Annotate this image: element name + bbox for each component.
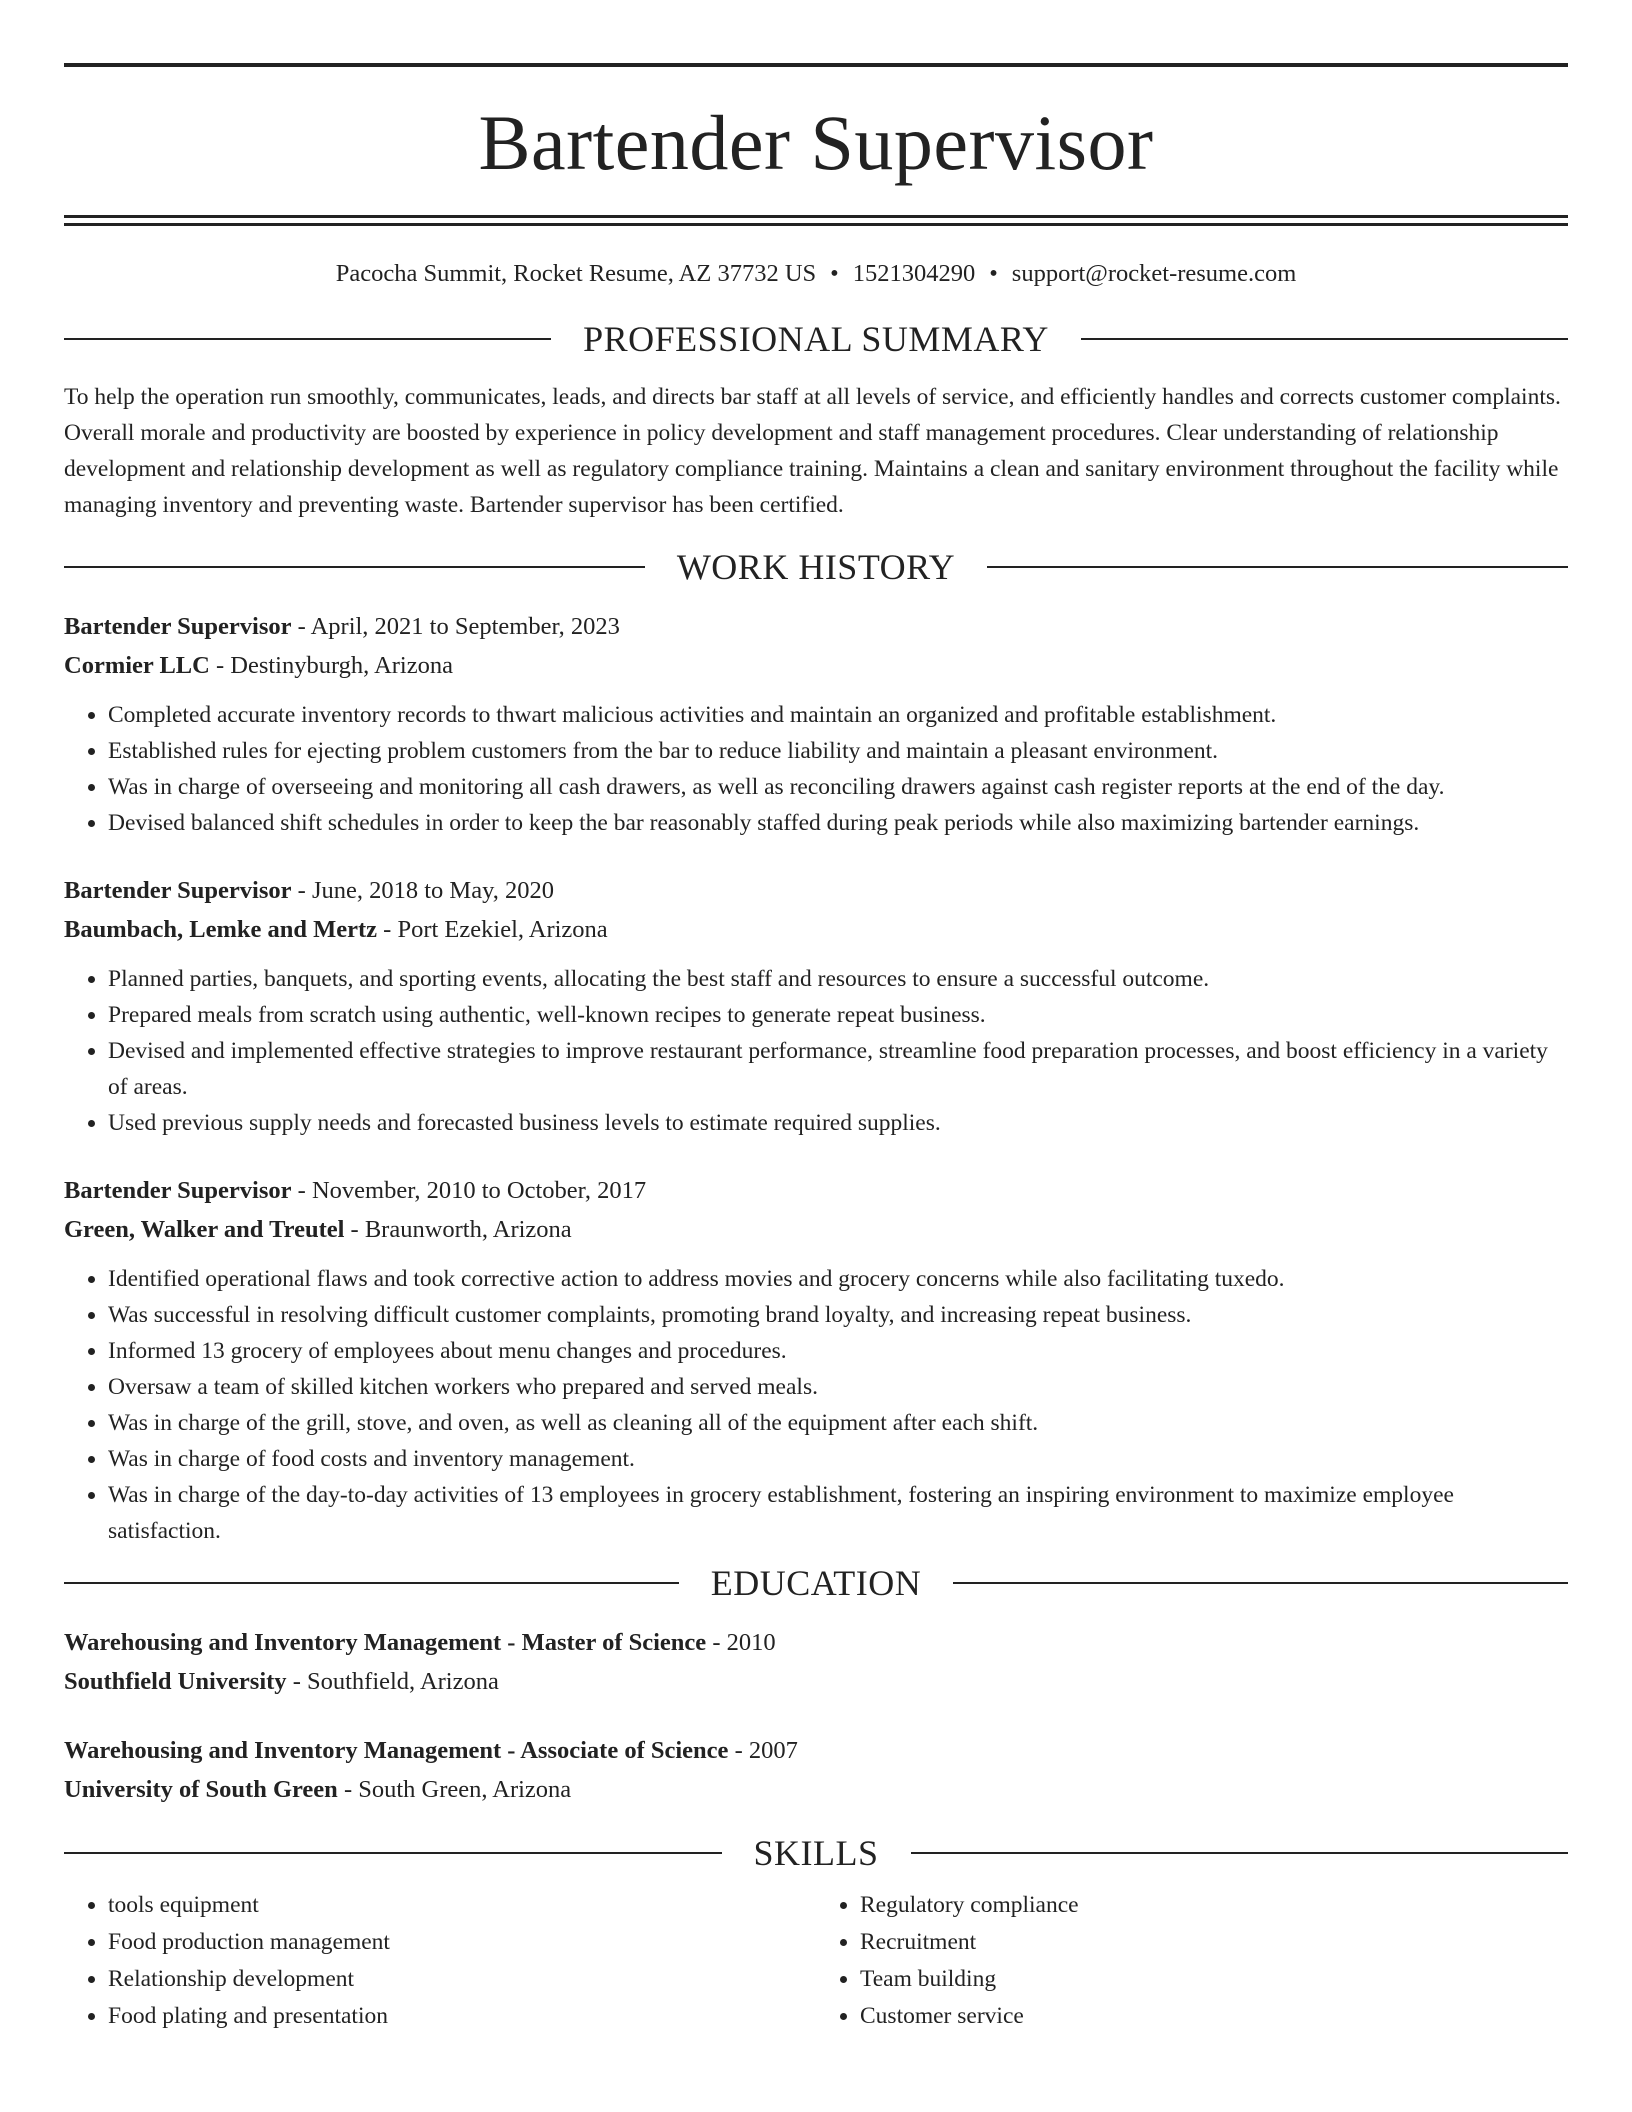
- divider-line: [911, 1852, 1569, 1854]
- job-location: - Braunworth, Arizona: [344, 1215, 572, 1243]
- list-item: • Completed accurate inventory records to thwart malicious activities and maintain an organized and profitable establishment.: [108, 697, 1568, 733]
- education-entry: [64, 1731, 1568, 1809]
- list-item: • Recruitment: [860, 1924, 1568, 1961]
- list-item: • Was successful in resolving difficult customer complaints, promoting brand loyalty, and increasing repeat business.: [108, 1297, 1568, 1333]
- list-item: • Identified operational flaws and took corrective action to address movies and grocery concerns while also facilitating tuxedo.: [108, 1261, 1568, 1297]
- list-item: • Used previous supply needs and forecasted business levels to estimate required supplies.: [108, 1105, 1568, 1141]
- list-item: • Team building: [860, 1961, 1568, 1998]
- degree: Warehousing and Inventory Management - Master of Science: [64, 1628, 707, 1656]
- list-item: • Was in charge of food costs and inventory management.: [108, 1441, 1568, 1477]
- list-item: • Devised balanced shift schedules in order to keep the bar reasonably staffed during peak periods while also maximizing bartender earnings.: [108, 805, 1568, 841]
- section-title: SKILLS: [753, 1832, 879, 1873]
- list-item: • Oversaw a team of skilled kitchen workers who prepared and served meals.: [108, 1369, 1568, 1405]
- school-line: [64, 1662, 1568, 1701]
- job-company-line: [64, 1210, 1568, 1249]
- list-item: • Was in charge of the day-to-day activities of 13 employees in grocery establishment, fostering an inspiring environment to maximize employee satisfaction.: [108, 1477, 1568, 1549]
- job-dates: - June, 2018 to May, 2020: [291, 876, 554, 904]
- divider-line: [1081, 338, 1568, 340]
- job-company: Cormier LLC: [64, 651, 210, 679]
- job-title-line: [64, 1171, 1568, 1210]
- list-item: • Regulatory compliance: [860, 1887, 1568, 1924]
- job-title-line: [64, 871, 1568, 910]
- list-item: • Devised and implemented effective strategies to improve restaurant performance, streamline food preparation processes, and boost efficiency in a variety of areas.: [108, 1033, 1568, 1105]
- list-item: • Was in charge of the grill, stove, and oven, as well as cleaning all of the equipment after each shift.: [108, 1405, 1568, 1441]
- job-company-line: [64, 910, 1568, 949]
- school-line: [64, 1770, 1568, 1809]
- divider-line: [64, 338, 551, 340]
- summary-text: To help the operation run smoothly, communicates, leads, and directs bar staff at all levels of service, and efficiently handles and corrects customer complaints. Overall morale and productivity are boosted by experience in policy development and staff management procedures. Clear understanding of relationship development and relationship development as well as regulatory compliance training. Maintains a clean and sanitary environment throughout the facility while managing inventory and preventing waste. Bartender supervisor has been certified.: [64, 383, 1561, 518]
- section-title: PROFESSIONAL SUMMARY: [583, 318, 1049, 359]
- job-company: Baumbach, Lemke and Mertz: [64, 915, 378, 943]
- school: Southfield University: [64, 1667, 287, 1695]
- contact-phone: 1521304290: [852, 260, 976, 287]
- job-bullets: [64, 697, 1568, 841]
- degree: Warehousing and Inventory Management - Associate of Science: [64, 1736, 729, 1764]
- graduation-year: - 2010: [706, 1628, 776, 1656]
- contact-line: [64, 262, 1568, 287]
- list-item: • Food plating and presentation: [108, 1998, 816, 2035]
- job-entry: [64, 1171, 1568, 1549]
- job-title: Bartender Supervisor: [64, 1176, 292, 1204]
- job-entry: [64, 871, 1568, 1141]
- job-company-line: [64, 646, 1568, 685]
- job-title-line: [64, 607, 1568, 646]
- section-header-work-history: [64, 546, 1568, 587]
- graduation-year: - 2007: [728, 1736, 798, 1764]
- section-header-summary: [64, 318, 1568, 359]
- contact-email: support@rocket-resume.com: [1011, 260, 1297, 287]
- list-item: • Established rules for ejecting problem customers from the bar to reduce liability and maintain a pleasant environment.: [108, 733, 1568, 769]
- contact-separator: •: [989, 260, 998, 287]
- section-header-skills: [64, 1832, 1568, 1873]
- job-bullets: [64, 961, 1568, 1141]
- skills-column-left: [64, 1887, 816, 2035]
- double-rule: [64, 215, 1568, 226]
- list-item: • Informed 13 grocery of employees about menu changes and procedures.: [108, 1333, 1568, 1369]
- divider-line: [64, 1582, 679, 1584]
- contact-separator: •: [830, 260, 839, 287]
- degree-line: [64, 1623, 1568, 1662]
- list-item: • Food production management: [108, 1924, 816, 1961]
- contact-address: Pacocha Summit, Rocket Resume, AZ 37732 US: [335, 260, 817, 287]
- divider-line: [953, 1582, 1568, 1584]
- job-bullets: [64, 1261, 1568, 1549]
- job-location: - Port Ezekiel, Arizona: [377, 915, 608, 943]
- section-header-education: [64, 1562, 1568, 1603]
- divider-line: [64, 1852, 722, 1854]
- school-location: - South Green, Arizona: [337, 1775, 572, 1803]
- list-item: • Prepared meals from scratch using authentic, well-known recipes to generate repeat business.: [108, 997, 1568, 1033]
- divider-line: [987, 566, 1568, 568]
- job-dates: - November, 2010 to October, 2017: [291, 1176, 647, 1204]
- job-title: Bartender Supervisor: [64, 612, 292, 640]
- job-company: Green, Walker and Treutel: [64, 1215, 345, 1243]
- school: University of South Green: [64, 1775, 338, 1803]
- school-location: - Southfield, Arizona: [286, 1667, 499, 1695]
- job-entry: [64, 607, 1568, 841]
- job-location: - Destinyburgh, Arizona: [209, 651, 453, 679]
- job-title: Bartender Supervisor: [64, 876, 292, 904]
- list-item: • Relationship development: [108, 1961, 816, 1998]
- top-rule: [64, 63, 1568, 67]
- section-title: WORK HISTORY: [676, 546, 956, 587]
- education-entry: [64, 1623, 1568, 1701]
- divider-line: [64, 566, 645, 568]
- list-item: • Planned parties, banquets, and sporting events, allocating the best staff and resources to ensure a successful outcome.: [108, 961, 1568, 997]
- skills-list: [64, 1887, 1568, 2035]
- section-title: EDUCATION: [710, 1562, 922, 1603]
- candidate-name: Bartender Supervisor: [478, 99, 1154, 186]
- list-item: • tools equipment: [108, 1887, 816, 1924]
- skills-column-right: [816, 1887, 1568, 2035]
- list-item: • Customer service: [860, 1998, 1568, 2035]
- job-dates: - April, 2021 to September, 2023: [291, 612, 620, 640]
- degree-line: [64, 1731, 1568, 1770]
- list-item: • Was in charge of overseeing and monitoring all cash drawers, as well as reconciling drawers against cash register reports at the end of the day.: [108, 769, 1568, 805]
